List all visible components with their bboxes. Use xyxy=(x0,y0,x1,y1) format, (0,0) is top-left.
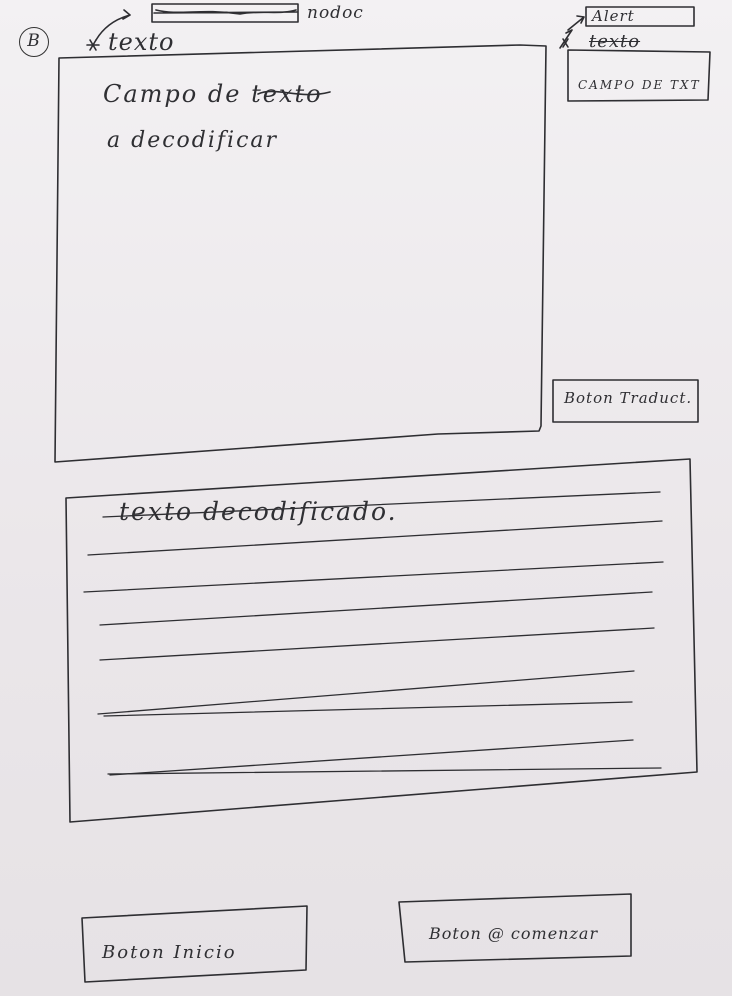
output-lines xyxy=(84,492,663,775)
translate-button-label: Boton Traduct. xyxy=(564,389,693,407)
mini-alert-label: Alert xyxy=(592,7,635,25)
crossed-out-scribble xyxy=(154,10,297,14)
mini-texto-label: texto xyxy=(589,31,641,52)
star-marker-icon xyxy=(87,40,99,50)
begin-button-label: Boton @ comenzar xyxy=(429,924,599,943)
mini-wireframe-outline xyxy=(568,50,710,101)
input-placeholder-line1: Campo de texto xyxy=(103,80,323,108)
mini-arrow-top xyxy=(568,16,584,30)
header-nodoc-label: nodoc xyxy=(307,3,364,23)
header-texto-label: texto xyxy=(108,28,175,56)
input-placeholder-line2: a decodificar xyxy=(107,128,279,153)
mini-campo-label: CAMPO DE TXT xyxy=(578,78,701,92)
output-title: texto decodificado. xyxy=(119,497,398,526)
start-button-label: Boton Inicio xyxy=(102,942,237,963)
sketch-letter-label: B xyxy=(19,27,49,57)
